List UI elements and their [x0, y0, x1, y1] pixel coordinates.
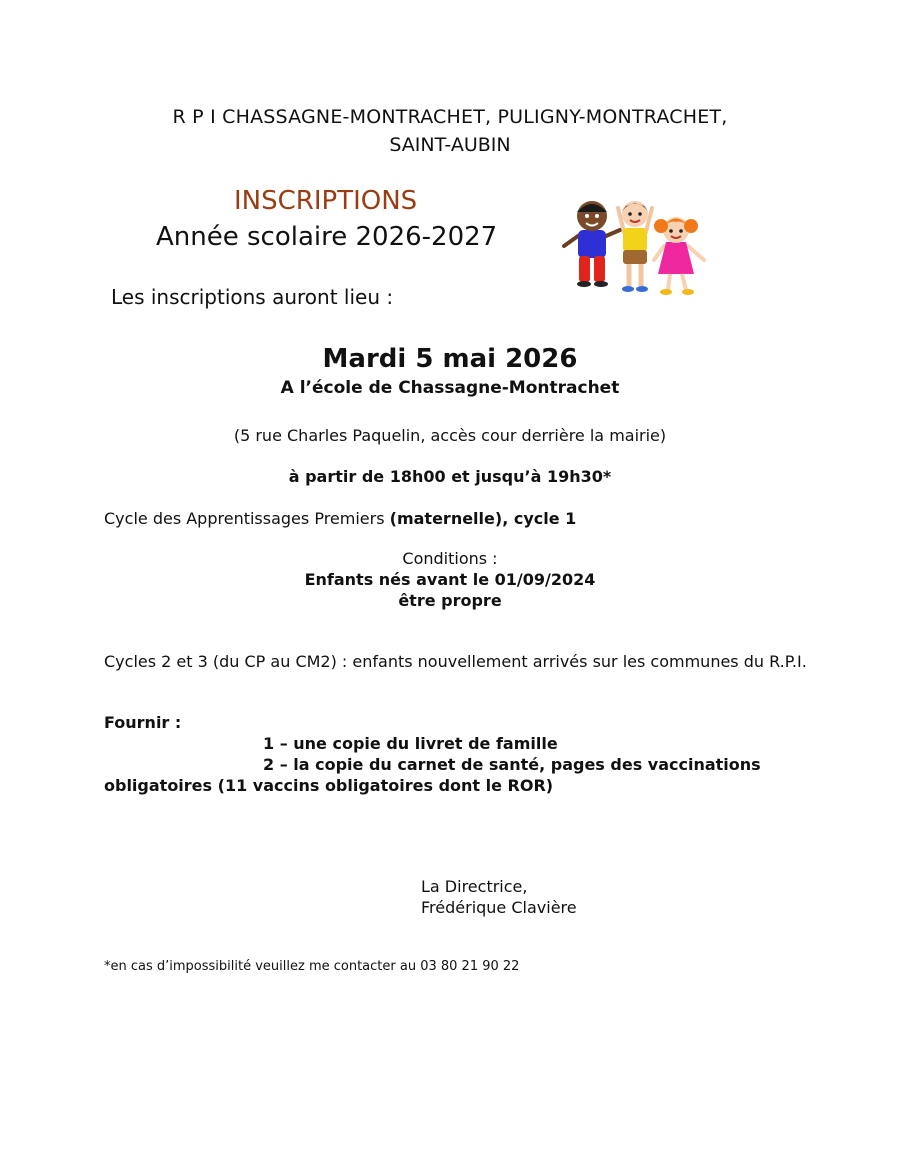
footnote: *en cas d’impossibilité veuillez me contacter au 03 80 21 90 22 — [104, 959, 520, 974]
children-playing-icon — [560, 194, 710, 298]
provide-item-2-line1: 2 – la copie du carnet de santé, pages des vaccinations — [263, 755, 761, 774]
cycle1-bold: (maternelle), cycle 1 — [389, 509, 577, 528]
girl-figure-right — [654, 217, 704, 295]
header-organization-line: R P I CHASSAGNE-MONTRACHET, PULIGNY-MONTRACHET, — [172, 106, 728, 128]
cycles23-description: Cycles 2 et 3 (du CP au CM2) : enfants nouvellement arrivés sur les communes du R.P.I. — [104, 652, 807, 671]
signature-name: Frédérique Clavière — [421, 898, 577, 917]
header-commune-line: SAINT-AUBIN — [389, 134, 511, 156]
cycle1-prefix: Cycle des Apprentissages Premiers — [104, 509, 390, 528]
provide-label: Fournir : — [104, 713, 182, 732]
event-hours: à partir de 18h00 et jusqu’à 19h30* — [288, 467, 612, 486]
title-school-year: Année scolaire 2026-2027 — [156, 222, 498, 252]
conditions-clean: être propre — [398, 591, 502, 610]
boy-figure-left — [564, 201, 620, 287]
provide-item-2-line2: obligatoires (11 vaccins obligatoires dont le ROR) — [104, 776, 554, 795]
title-inscriptions: INSCRIPTIONS — [234, 186, 418, 216]
event-date: Mardi 5 mai 2026 — [322, 344, 578, 374]
conditions-label: Conditions : — [402, 549, 498, 568]
provide-item-1: 1 – une copie du livret de famille — [263, 734, 558, 753]
event-place: A l’école de Chassagne-Montrachet — [280, 378, 620, 398]
conditions-age: Enfants nés avant le 01/09/2024 — [304, 570, 596, 589]
signature-role: La Directrice, — [421, 877, 528, 896]
cycle1-description — [104, 509, 576, 528]
boy-figure-middle — [618, 201, 652, 292]
event-address: (5 rue Charles Paquelin, accès cour derrière la mairie) — [233, 426, 667, 445]
intro-text: Les inscriptions auront lieu : — [111, 285, 394, 309]
